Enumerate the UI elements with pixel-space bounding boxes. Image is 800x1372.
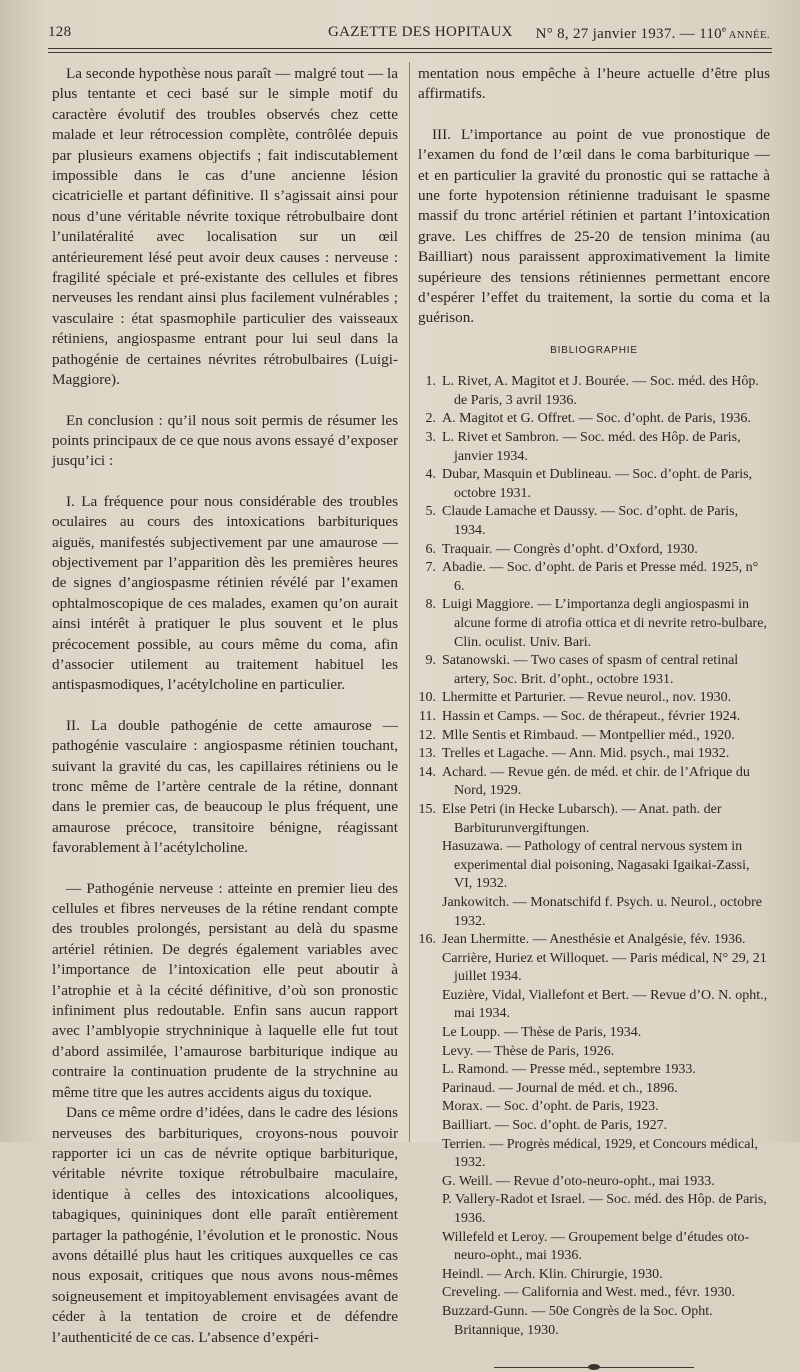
header-rule-bottom <box>48 52 772 53</box>
bibliography-text: Carrière, Huriez et Willoquet. — Paris médical, N° 29, 21 juillet 1934. <box>442 950 767 985</box>
bibliography-entry <box>418 727 770 746</box>
bibliography-entry <box>418 708 770 727</box>
bibliography-text: A. Magitot et G. Offret. — Soc. d’opht. de Paris, 1936. <box>442 411 751 427</box>
bibliography-subentry <box>418 987 770 1024</box>
bibliography-subentry <box>418 1229 770 1266</box>
paragraph-nervous-pathogeny: — Pathogénie nerveuse : atteinte en premier lieu des cellules et fibres nerveuses de la rétine rendant compte des troubles prolongés, persistant au delà du spasme artériel rétinien. De degrés également variables avec l’importance de l’intoxication elle peut aboutir à l’atrophie et à la cécité définitive, d’où son pronostic infiniment plus redoutable. Enfin sans aucun rapport avec l’amblyopie strychninique à laquelle elle fut tout d’abord assimilée, l’amaurose barbiturique indique au contraire la continuation prudente de la strychnine au même titre que les autres accidents aigus du toxique. <box>52 879 398 1101</box>
paragraph-optic-neuritis: Dans ce même ordre d’idées, dans le cadre des lésions nerveuses des barbituriques, croyons-nous pouvoir rapporter ici un cas de névrite optique barbiturique, véritable névrite toxique rétrobulbaire maculaire, identique à celles des intoxications alcooliques, tabagiques, quininiques dont elle paraît entièrement partager la pathogénie, l’évolution et le pronostic. Nous avons détaillé plus haut les critiques auxquelles ce cas nous exposait, critiques que nous avons nous-mêmes soigneusement et impitoyablement envisagées avant de céder à la tentation de croire et de défendre l’authenticité de ce cas. L’absence d’expéri- <box>52 1104 398 1346</box>
bibliography-entry <box>418 689 770 708</box>
bibliography-text: Satanowski. — Two cases of spasm of central retinal artery, Soc. Brit. d’opht., octobre 1931. <box>442 653 739 687</box>
bibliography-text: Heindl. — Arch. Klin. Chirurgie, 1930. <box>442 1266 663 1282</box>
bibliography-subentry <box>418 1061 770 1080</box>
header-rule-top <box>48 48 772 49</box>
column-divider <box>409 62 410 1142</box>
bibliography-text: Creveling. — California and West. med., févr. 1930. <box>442 1285 735 1301</box>
paragraph-point-3: III. L’importance au point de vue pronostique de l’examen du fond de l’œil dans le coma barbiturique — et en particulier la gravité du pronostic qui se rattache à une forte hypotension rétinienne traduisant le spasme massif du tronc artériel rétinien et partant l’intoxication grave. Les chiffres de 25-20 de tension minima (au Bailliart) nous paraissent approximativement la limite supérieure des tensions rétiniennes permettant encore d’espérer l’effet du traitement, la sortie du coma et la guérison. <box>418 125 770 327</box>
bibliography-list <box>418 373 770 1340</box>
end-ornament <box>494 1364 694 1372</box>
bibliography-number: 4. <box>425 467 436 483</box>
bibliography-text: Morax. — Soc. d’opht. de Paris, 1923. <box>442 1099 659 1115</box>
bibliography-text: Claude Lamache et Daussy. — Soc. d’opht. de Paris, 1934. <box>442 504 739 539</box>
paragraph-point-2: II. La double pathogénie de cette amaurose — pathogénie vasculaire : angiospasme rétinien touchant, suivant la gravité du cas, les capillaires rétiniens ou le tronc même de l’artère centrale de la rétine, donnant dans le premier cas, de beaucoup le plus fréquent, une amaurose précoce, transitoire bénigne, réagissant favorablement à l’acétylcholine. <box>52 716 398 857</box>
bibliography-entry <box>418 559 770 596</box>
bibliography-entry <box>418 503 770 540</box>
bibliography-entry <box>418 373 770 410</box>
bibliography-subentry <box>418 894 770 931</box>
bibliography-number: 7. <box>425 560 436 576</box>
bibliography-entry <box>418 652 770 689</box>
paragraph-hypothesis: La seconde hypothèse nous paraît — malgré tout — la plus tentante et ceci basé sur le simple motif du caractère évolutif des troubles observés chez cette malade et leur rétrocession complète, contrôlée depuis par plusieurs examens objectifs ; fait indiscutablement impossible dans le cas d’une ancienne lésion cicatricielle et partant définitive. Il s’agissait ainsi pour nous d’une véritable névrite toxique rétrobulbaire dont l’unilatéralité avec localisation sur un œil antérieurement lésé peut avoir deux causes : nerveuse : fragilité spéciale et pré-existante des cellules et fibres nerveuses les rendant ainsi plus facilement vulnérables ; vasculaire : état spasmophile particulier des vaisseaux rétiniens, angiospasme entrant pour lui seul dans la pathogénie de certaines névrites rétrobulbaires (Luigi-Maggiore). <box>52 65 398 389</box>
bibliography-text: Buzzard-Gunn. — 50e Congrès de la Soc. Opht. Britannique, 1930. <box>442 1303 713 1338</box>
journal-title: GAZETTE DES HOPITAUX <box>328 24 513 40</box>
bibliography-subentry <box>418 1117 770 1136</box>
bibliography-text: L. Rivet, A. Magitot et J. Bourée. — Soc. méd. des Hôp. de Paris, 3 avril 1936. <box>442 374 759 408</box>
left-column <box>52 64 398 1348</box>
bibliography-entry <box>418 801 770 838</box>
bibliography-entry <box>418 429 770 466</box>
bibliography-text: Luigi Maggiore. — L’importanza degli angiospasmi in alcune forme di atrofia ottica et di nevrite retro-bulbare, Clin. oculist. Univ. Bari. <box>442 597 767 650</box>
bibliography-subentry <box>418 1303 770 1340</box>
bibliography-number: 10. <box>418 690 436 706</box>
paragraph-continuation: mentation nous empêche à l’heure actuelle d’être plus affirmatifs. <box>418 65 770 103</box>
bibliography-number: 6. <box>425 541 436 557</box>
bibliography-subentry <box>418 1191 770 1228</box>
bibliography-text: Le Loupp. — Thèse de Paris, 1934. <box>442 1025 642 1041</box>
bibliography-entry <box>418 596 770 652</box>
bibliography-number: 8. <box>425 597 436 613</box>
bibliography-number: 1. <box>425 374 436 390</box>
bibliography-subentry <box>418 838 770 894</box>
bibliography-text: Achard. — Revue gén. de méd. et chir. de l’Afrique du Nord, 1929. <box>442 764 750 799</box>
bibliography-text: Jean Lhermitte. — Anesthésie et Analgésie, fév. 1936. <box>442 932 746 948</box>
bibliography-subentry <box>418 1284 770 1303</box>
bibliography-entry <box>418 745 770 764</box>
bibliography-text: L. Ramond. — Presse méd., septembre 1933. <box>442 1062 696 1078</box>
bibliography-number: 3. <box>425 430 436 446</box>
issue-date: N° 8, 27 janvier 1937. — 110 <box>535 26 722 42</box>
bibliography-heading: BIBLIOGRAPHIE <box>550 344 638 356</box>
bibliography-text: Lhermitte et Parturier. — Revue neurol., nov. 1930. <box>442 690 732 706</box>
right-column <box>418 64 770 1372</box>
bibliography-entry <box>418 541 770 560</box>
bibliography-entry <box>418 931 770 950</box>
page-number: 128 <box>48 24 72 40</box>
bibliography-text: Levy. — Thèse de Paris, 1926. <box>442 1043 615 1059</box>
issue-annee: ANNÉE. <box>726 30 770 41</box>
bibliography-entry <box>418 410 770 429</box>
bibliography-text: P. Vallery-Radot et Israel. — Soc. méd. des Hôp. de Paris, 1936. <box>442 1192 767 1226</box>
bibliography-text: Willefeld et Leroy. — Groupement belge d’études oto-neuro-opht., mai 1936. <box>442 1229 750 1264</box>
bibliography-text: G. Weill. — Revue d’oto-neuro-opht., mai 1933. <box>442 1173 715 1189</box>
bibliography-entry <box>418 764 770 801</box>
bibliography-subentry <box>418 950 770 987</box>
bibliography-text: Hassin et Camps. — Soc. de thérapeut., février 1924. <box>442 708 741 724</box>
bibliography-subentry <box>418 1098 770 1117</box>
bibliography-subentry <box>418 1266 770 1285</box>
bibliography-number: 13. <box>418 746 436 762</box>
bibliography-number: 12. <box>418 727 436 743</box>
bibliography-text: Abadie. — Soc. d’opht. de Paris et Presse méd. 1925, n° 6. <box>442 560 759 594</box>
bibliography-subentry <box>418 1173 770 1192</box>
bibliography-number: 9. <box>425 653 436 669</box>
bibliography-text: Parinaud. — Journal de méd. et ch., 1896. <box>442 1080 678 1096</box>
bibliography-subentry <box>418 1136 770 1173</box>
bibliography-subentry <box>418 1043 770 1062</box>
bibliography-number: 16. <box>418 932 436 948</box>
bibliography-number: 11. <box>419 708 436 724</box>
issue-superscript: e <box>721 24 727 34</box>
bibliography-text: Terrien. — Progrès médical, 1929, et Concours médical, 1932. <box>442 1136 758 1171</box>
bibliography-subentry <box>418 1024 770 1043</box>
bibliography-text: Else Petri (in Hecke Lubarsch). — Anat. path. der Barbiturunvergiftungen. <box>442 801 722 836</box>
bibliography-number: 14. <box>418 764 436 780</box>
bibliography-text: L. Rivet et Sambron. — Soc. méd. des Hôp. de Paris, janvier 1934. <box>442 430 741 464</box>
paragraph-conclusion: En conclusion : qu’il nous soit permis de résumer les points principaux de ce que nous avons essayé d’exposer jusqu’ici : <box>52 411 398 470</box>
bibliography-number: 2. <box>425 411 436 427</box>
bibliography-text: Euzière, Vidal, Viallefont et Bert. — Revue d’O. N. opht., mai 1934. <box>442 987 768 1022</box>
bibliography-entry <box>418 466 770 503</box>
bibliography-number: 5. <box>425 504 436 520</box>
bibliography-text: Dubar, Masquin et Dublineau. — Soc. d’opht. de Paris, octobre 1931. <box>442 467 753 501</box>
bibliography-text: Jankowitch. — Monatschifd f. Psych. u. Neurol., octobre 1932. <box>442 894 762 929</box>
paragraph-point-1: I. La fréquence pour nous considérable des troubles oculaires au cours des intoxications barbituriques aiguës, manifestés subjectivement par une amaurose — objectivement par l’apparition dès les premières heures de signes d’angiospasme rétinien révélé par l’examen ophtalmoscopique de ces malades, examen qu’on aurait ainsi intérêt à pratiquer le plus souvent et le plus précocement possible, au cours même du coma, afin d’associer utilement au traitement habituel les antispasmodiques, l’acétylcholine en particulier. <box>52 492 398 694</box>
bibliography-text: Traquair. — Congrès d’opht. d’Oxford, 1930. <box>442 541 698 557</box>
bibliography-subentry <box>418 1080 770 1099</box>
running-header <box>48 24 770 46</box>
bibliography-text: Trelles et Lagache. — Ann. Mid. psych., mai 1932. <box>442 746 730 762</box>
bibliography-number: 15. <box>418 801 436 817</box>
issue-info <box>536 24 770 43</box>
bibliography-text: Mlle Sentis et Rimbaud. — Montpellier méd., 1920. <box>442 727 735 743</box>
bibliography-text: Hasuzawa. — Pathology of central nervous system in experimental dial poisoning, Nagasaki Igaikai-Zassi, VI, 1932. <box>442 839 750 892</box>
bibliography-text: Bailliart. — Soc. d’opht. de Paris, 1927. <box>442 1118 668 1134</box>
